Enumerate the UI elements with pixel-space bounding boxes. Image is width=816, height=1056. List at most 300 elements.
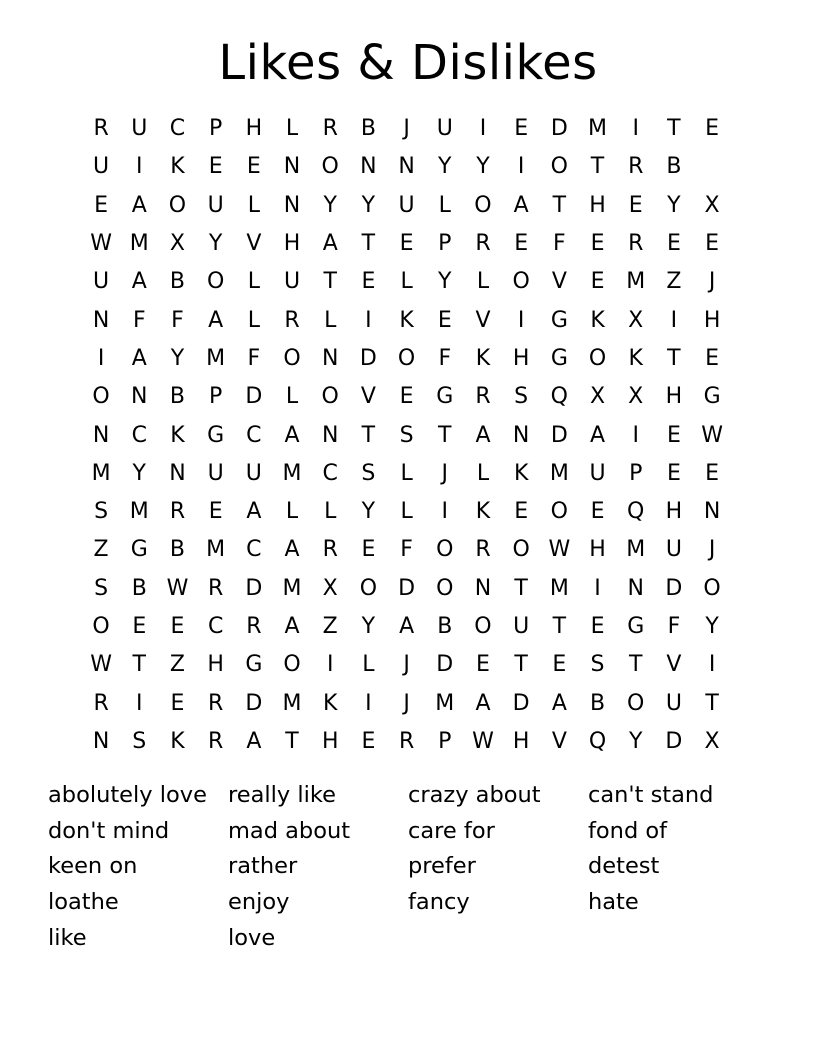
grid-letter: E (132, 614, 147, 639)
word-item: mad about (228, 817, 351, 844)
grid-letter: R (208, 728, 224, 754)
grid-letter: X (704, 192, 720, 218)
grid-letter: P (438, 728, 452, 754)
grid-letter: V (551, 269, 567, 295)
grid-letter: O (359, 575, 378, 601)
grid-letter: T (705, 690, 719, 716)
grid-letter: E (476, 652, 490, 678)
word-column (408, 778, 588, 957)
grid-row (82, 646, 732, 684)
grid-letter: P (438, 231, 452, 257)
grid-letter: Y (361, 499, 376, 525)
grid-letter: C (131, 422, 147, 448)
grid-letter: V (475, 307, 491, 333)
grid-letter: X (322, 575, 338, 601)
grid-letter: E (514, 116, 529, 142)
grid-letter: M (588, 116, 608, 142)
grid-letter: H (665, 384, 683, 410)
grid-letter: H (321, 728, 339, 754)
grid-letter: V (666, 652, 682, 678)
grid-letter: B (666, 154, 682, 180)
grid-letter: R (93, 116, 109, 142)
grid-letter: R (169, 499, 186, 525)
grid-letter: V (246, 231, 262, 257)
grid-letter: A (284, 614, 300, 639)
grid-letter: T (667, 116, 681, 142)
grid-letter: E (705, 345, 720, 371)
grid-letter: A (513, 192, 529, 218)
grid-letter: U (665, 537, 682, 563)
grid-letter: I (632, 422, 639, 448)
grid-letter: N (131, 384, 148, 410)
grid-letter: U (665, 690, 682, 716)
grid-letter: J (708, 269, 716, 295)
grid-letter: L (324, 307, 337, 333)
grid-letter: L (324, 499, 337, 525)
grid-letter: H (207, 652, 224, 678)
grid-letter: N (92, 728, 110, 754)
grid-row (82, 608, 732, 646)
grid-letter: O (703, 575, 721, 601)
grid-letter: O (474, 614, 492, 639)
grid-letter: A (208, 307, 224, 333)
grid-letter: G (245, 652, 263, 678)
grid-letter: S (590, 652, 605, 678)
grid-letter: B (131, 575, 147, 601)
grid-letter: K (475, 499, 491, 525)
grid-letter: T (361, 422, 376, 448)
grid-letter: Y (361, 192, 376, 218)
grid-row (82, 416, 732, 454)
grid-letter: T (514, 652, 528, 678)
grid-letter: H (283, 231, 301, 257)
grid-letter: E (94, 192, 109, 218)
grid-letter: K (323, 690, 338, 716)
grid-letter: M (91, 460, 111, 486)
word-item: hate (588, 889, 639, 916)
word-item: enjoy (228, 889, 290, 916)
grid-letter: A (246, 499, 262, 525)
grid-letter: I (136, 154, 143, 180)
grid-letter: Y (705, 614, 719, 639)
grid-letter: N (360, 154, 377, 180)
grid-letter: M (282, 460, 302, 486)
grid-letter: F (132, 307, 146, 333)
grid-letter: T (361, 231, 376, 257)
grid-letter: S (94, 499, 109, 525)
grid-letter: D (550, 116, 568, 142)
grid-letter: G (436, 384, 454, 410)
grid-letter: H (703, 307, 721, 333)
grid-letter: E (208, 499, 223, 525)
grid-letter: X (628, 307, 644, 333)
word-item: can't stand (588, 782, 714, 808)
grid-letter: R (208, 690, 224, 716)
grid-letter: S (514, 384, 529, 410)
grid-letter: N (169, 460, 186, 486)
grid-letter: N (512, 422, 530, 448)
grid-letter: T (590, 154, 605, 180)
grid-letter: N (474, 575, 492, 601)
grid-letter: A (551, 690, 567, 716)
word-item: fancy (408, 889, 470, 916)
word-item: really like (228, 782, 336, 808)
grid-letter: N (398, 154, 415, 180)
grid-letter: B (169, 269, 186, 295)
grid-row (82, 340, 732, 378)
grid-letter: R (628, 231, 644, 257)
grid-letter: Y (361, 614, 376, 639)
grid-row (82, 531, 732, 569)
grid-letter: O (512, 537, 530, 563)
grid-letter: Y (628, 728, 643, 754)
grid-row (82, 684, 732, 722)
grid-letter: K (513, 460, 529, 486)
grid-letter: M (206, 345, 226, 371)
grid-letter: C (246, 422, 262, 448)
grid-letter: L (362, 652, 375, 678)
grid-letter: O (92, 384, 110, 410)
grid-letter: E (590, 231, 605, 257)
grid-letter: D (665, 728, 683, 754)
grid-letter: O (550, 499, 568, 525)
grid-letter: E (170, 690, 185, 716)
grid-letter: B (589, 690, 606, 716)
grid-letter: D (436, 652, 454, 678)
grid-letter: R (246, 614, 262, 639)
grid-letter: R (628, 154, 644, 180)
grid-letter: W (90, 231, 112, 257)
grid-letter: C (207, 614, 224, 639)
grid-letter: A (399, 614, 415, 639)
grid-letter: T (552, 192, 567, 218)
grid-letter: M (129, 231, 149, 257)
grid-letter: P (629, 460, 643, 486)
grid-letter: U (589, 460, 606, 486)
grid-letter: D (665, 575, 683, 601)
grid-letter: R (475, 537, 491, 563)
grid-letter: O (206, 269, 225, 295)
grid-letter: S (399, 422, 414, 448)
grid-row (82, 263, 732, 301)
grid-letter: D (245, 575, 263, 601)
grid-letter: W (701, 422, 723, 448)
grid-letter: L (400, 460, 413, 486)
grid-letter: E (666, 231, 681, 257)
grid-letter: Z (666, 269, 682, 295)
grid-letter: T (628, 652, 643, 678)
grid-letter: K (590, 307, 605, 333)
grid-letter: I (441, 499, 449, 525)
grid-letter: W (548, 537, 571, 563)
grid-letter: H (589, 192, 606, 218)
grid-letter: X (628, 384, 644, 410)
grid-letter: M (549, 575, 569, 601)
grid-letter: H (665, 499, 683, 525)
grid-letter: N (627, 575, 644, 601)
grid-letter: D (550, 422, 568, 448)
grid-letter: U (513, 614, 530, 639)
grid-letter: F (400, 537, 413, 563)
grid-letter: J (403, 116, 410, 142)
grid-letter: L (247, 269, 260, 295)
grid-letter: A (131, 269, 147, 295)
grid-letter: L (400, 269, 413, 295)
grid-letter: R (208, 575, 224, 601)
word-column (228, 778, 408, 957)
grid-letter: D (245, 690, 263, 716)
word-item: loathe (48, 889, 119, 916)
grid-letter: G (130, 537, 148, 563)
grid-letter: E (399, 231, 414, 257)
grid-letter: E (361, 728, 376, 754)
grid-letter: P (209, 384, 223, 410)
grid-letter: U (398, 192, 415, 218)
grid-row (82, 493, 732, 531)
page-title: Likes & Dislikes (218, 35, 598, 91)
grid-letter: E (361, 269, 376, 295)
grid-letter: K (170, 154, 185, 180)
grid-letter: I (708, 652, 716, 678)
word-column (588, 778, 768, 957)
grid-letter: N (283, 192, 301, 218)
grid-row (82, 723, 732, 761)
word-item: detest (588, 853, 660, 880)
grid-letter: O (397, 345, 416, 371)
grid-letter: F (667, 614, 681, 639)
grid-letter: J (708, 537, 716, 563)
word-bank (48, 778, 768, 957)
grid-letter: E (246, 154, 261, 180)
grid-letter: I (594, 575, 601, 601)
grid-letter: O (474, 192, 492, 218)
grid-letter: I (365, 307, 372, 333)
word-item: fond of (588, 817, 668, 844)
grid-letter: T (438, 422, 452, 448)
grid-letter: U (207, 460, 224, 486)
grid-letter: Y (667, 192, 681, 218)
grid-letter: J (441, 460, 449, 486)
word-item: don't mind (48, 817, 170, 844)
grid-letter: K (170, 728, 185, 754)
grid-letter: G (703, 384, 721, 410)
grid-letter: J (403, 652, 410, 678)
grid-letter: I (632, 116, 639, 142)
grid-letter: E (514, 231, 529, 257)
word-item: rather (228, 853, 298, 880)
grid-letter: M (435, 690, 455, 716)
grid-letter: W (166, 575, 189, 601)
grid-row (82, 148, 732, 186)
grid-letter: B (360, 116, 376, 142)
grid-letter: A (131, 345, 147, 371)
grid-letter: O (436, 575, 454, 601)
grid-letter: A (284, 537, 300, 563)
grid-letter: C (169, 116, 186, 142)
grid-letter: I (326, 652, 334, 678)
grid-letter: K (170, 422, 185, 448)
grid-letter: I (517, 154, 525, 180)
grid-letter: P (209, 116, 223, 142)
grid-letter: B (437, 614, 453, 639)
grid-letter: N (92, 422, 110, 448)
grid-letter: R (398, 728, 415, 754)
grid-letter: O (436, 537, 454, 563)
grid-letter: U (283, 269, 301, 295)
grid-letter: I (136, 690, 143, 716)
grid-letter: A (322, 231, 338, 257)
grid-row (82, 187, 732, 225)
grid-letter: V (551, 728, 567, 754)
grid-letter: R (475, 384, 491, 410)
grid-letter: K (399, 307, 414, 333)
grid-row (82, 570, 732, 608)
grid-letter: R (322, 116, 338, 142)
grid-letter: I (365, 690, 372, 716)
grid-letter: G (550, 345, 568, 371)
grid-letter: Z (322, 614, 338, 639)
grid-letter: E (208, 154, 223, 180)
grid-row (82, 110, 732, 148)
grid-letter: Y (438, 154, 452, 180)
word-item: love (228, 924, 276, 951)
grid-letter: E (705, 116, 720, 142)
grid-letter: N (92, 307, 110, 333)
grid-letter: M (206, 537, 226, 563)
grid-letter: X (169, 231, 185, 257)
grid-letter: S (94, 575, 109, 601)
grid-letter: C (246, 537, 262, 563)
grid-letter: G (207, 422, 225, 448)
grid-letter: E (705, 460, 720, 486)
grid-letter: E (590, 499, 605, 525)
word-item: abolutely love (48, 782, 207, 808)
grid-letter: Z (169, 652, 185, 678)
grid-letter: S (132, 728, 147, 754)
grid-letter: K (628, 345, 643, 371)
grid-letter: L (476, 460, 490, 486)
grid-letter: H (512, 728, 530, 754)
grid-letter: E (666, 460, 681, 486)
grid-letter: A (284, 422, 300, 448)
grid-letter: O (283, 652, 301, 678)
grid-row (82, 378, 732, 416)
word-item: crazy about (408, 782, 541, 808)
grid-row (82, 301, 732, 339)
grid-letter: E (399, 384, 414, 410)
grid-letter: L (476, 269, 490, 295)
word-item: prefer (408, 853, 476, 880)
grid-letter: O (168, 192, 187, 218)
grid-letter: E (437, 307, 452, 333)
grid-letter: D (512, 690, 530, 716)
grid-letter: U (131, 116, 148, 142)
grid-letter: T (285, 728, 299, 754)
grid-letter: Q (588, 728, 607, 754)
grid-letter: E (705, 231, 720, 257)
grid-letter: F (553, 231, 566, 257)
grid-letter: O (321, 154, 339, 180)
grid-letter: Y (132, 460, 146, 486)
grid-letter: U (207, 192, 224, 218)
grid-letter: O (512, 269, 530, 295)
grid-letter: U (436, 116, 453, 142)
grid-letter: H (589, 537, 606, 563)
grid-letter: F (438, 345, 452, 371)
grid-letter: Q (550, 384, 568, 410)
grid-letter: E (552, 652, 567, 678)
grid-letter: Z (93, 537, 109, 563)
grid-letter: W (472, 728, 494, 754)
grid-letter: O (92, 614, 110, 639)
grid-letter: Y (208, 231, 223, 257)
grid-letter: N (321, 345, 339, 371)
grid-letter: H (512, 345, 530, 371)
grid-letter: U (245, 460, 262, 486)
grid-letter: V (360, 384, 376, 410)
grid-letter: D (245, 384, 263, 410)
grid-letter: H (245, 116, 263, 142)
grid-letter: R (475, 231, 491, 257)
grid-letter: B (169, 384, 186, 410)
grid-letter: C (322, 460, 338, 486)
grid-letter: O (627, 690, 645, 716)
grid-letter: E (361, 537, 376, 563)
grid-letter: T (552, 614, 567, 639)
grid-letter: D (359, 345, 377, 371)
grid-letter: B (169, 537, 186, 563)
word-item: like (48, 924, 87, 951)
grid-letter: T (667, 345, 681, 371)
grid-letter: D (398, 575, 416, 601)
grid-letter: A (475, 690, 491, 716)
grid-letter: O (550, 154, 568, 180)
grid-letter: W (90, 652, 112, 678)
grid-letter: I (479, 116, 487, 142)
grid-letter: E (170, 614, 185, 639)
grid-letter: T (514, 575, 528, 601)
grid-letter: L (400, 499, 413, 525)
grid-letter: E (514, 499, 529, 525)
grid-letter: G (550, 307, 568, 333)
grid-row (82, 455, 732, 493)
grid-letter: T (323, 269, 337, 295)
grid-letter: E (590, 269, 605, 295)
grid-letter: O (321, 384, 339, 410)
grid-letter: Y (170, 345, 185, 371)
grid-row (82, 225, 732, 263)
grid-letter: N (703, 499, 721, 525)
grid-letter: M (626, 537, 646, 563)
grid-letter: A (475, 422, 491, 448)
grid-letter: Y (438, 269, 452, 295)
grid-letter: M (282, 575, 302, 601)
grid-letter: M (129, 499, 149, 525)
grid-letter: O (588, 345, 607, 371)
grid-letter: A (131, 192, 147, 218)
grid-letter: L (247, 192, 260, 218)
grid-letter: M (626, 269, 646, 295)
grid-letter: K (475, 345, 491, 371)
grid-letter: A (590, 422, 606, 448)
grid-letter: L (285, 116, 299, 142)
grid-letter: Y (476, 154, 490, 180)
grid-letter: F (171, 307, 184, 333)
grid-letter: I (670, 307, 678, 333)
grid-letter: E (628, 192, 643, 218)
grid-letter: E (666, 422, 681, 448)
word-item: keen on (48, 853, 138, 880)
